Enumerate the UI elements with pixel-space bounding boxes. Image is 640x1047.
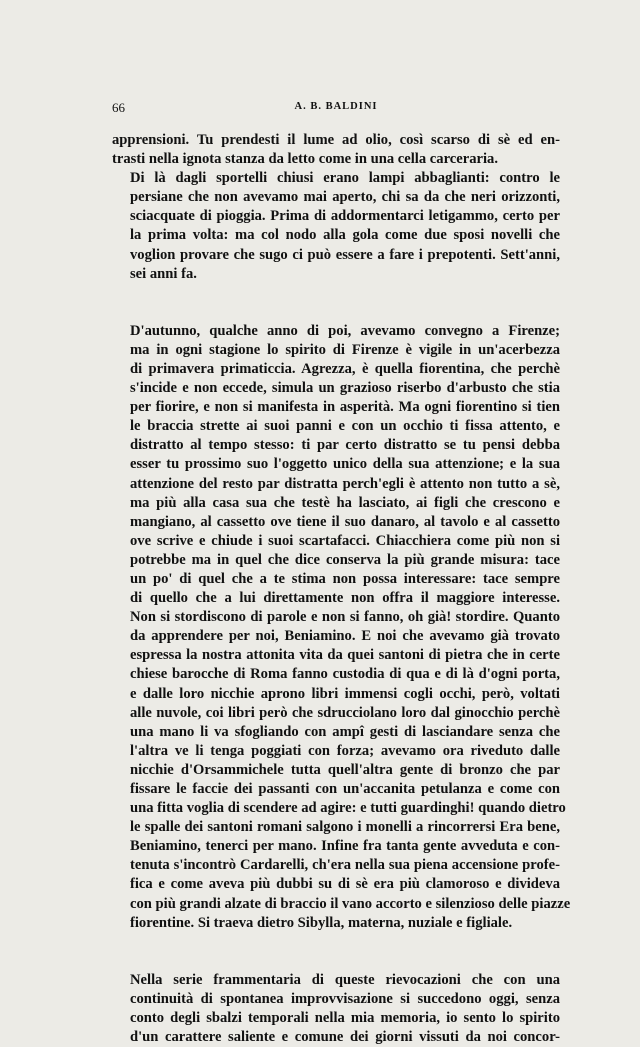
text-line: potrebbe ma in quel che dice conserva la più grande misura: tace xyxy=(130,551,560,568)
text-line: voglion provare che sugo ci può essere a fare i prepotenti. Sett'anni, xyxy=(130,246,560,263)
text-line: una fitta voglia di scendere ad agire: e tutti guardinghi! quando dietro xyxy=(130,800,566,817)
text-line: s'incide e non eccede, simula un grazioso riserbo d'arbusto che stia xyxy=(130,380,560,397)
text-line: Non si stordiscono di parole e non si fanno, oh già! stordire. Quanto xyxy=(130,609,560,626)
text-line: la prima volta: ma col nodo alla gola come due sposi novelli che xyxy=(130,227,560,244)
paragraph-2 xyxy=(112,169,560,284)
text-line: espressa la nostra attonita vita da quei santoni di pietra che in certe xyxy=(130,647,560,664)
text-line: persiane che non avevamo mai aperto, chi sa da che neri orizzonti, xyxy=(130,189,560,206)
text-line: di primavera primaticcia. Agrezza, è quella fiorentina, che perchè xyxy=(130,360,560,377)
text-line: fissare le faccie dei passanti con un'accanita petulanza e come con xyxy=(130,781,560,797)
running-head: A. B. BALDINI xyxy=(294,101,378,112)
text-line: ove scrive e chiude i suoi scartafacci. Chiacchiera come più non si xyxy=(130,532,560,549)
text-line: Nella serie frammentaria di queste rievocazioni che con una xyxy=(130,971,560,988)
text-line: D'autunno, qualche anno di poi, avevamo convegno a Firenze; xyxy=(130,322,560,339)
text-line: fiorentine. Si traeva dietro Sibylla, materna, nuziale e figliale. xyxy=(130,914,513,931)
paragraph-4 xyxy=(112,971,560,1047)
text-line: sciacquate di pioggia. Prima di addormentarci letigammo, certo per xyxy=(130,208,560,225)
text-line: Beniamino, tenerci per mano. Infine fra tanta gente avveduta e con- xyxy=(130,838,560,855)
text-line: trasti nella ignota stanza da letto come in una cella carceraria. xyxy=(112,151,498,168)
text-line: le spalle dei santoni romani salgono i monelli a rincorrersi Era bene, xyxy=(130,819,560,836)
text-line: d'un carattere saliente e comune dei giorni vissuti da noi concor- xyxy=(130,1029,560,1046)
text-line: mangiano, al cassetto ove tiene il suo danaro, al tavolo e al cassetto xyxy=(130,513,560,530)
page-number: 66 xyxy=(112,100,125,115)
body-text xyxy=(112,131,571,1047)
text-line: l'altra ve li tenga poggiati con forza; avevamo ora riveduto dalle xyxy=(130,742,560,759)
page-header xyxy=(112,100,560,116)
text-line: tenuta s'incontrò Cardarelli, ch'era nella sua piena accensione profe- xyxy=(130,857,560,874)
text-line: nicchie d'Orsammichele tutta quell'altra gente di bronzo che par xyxy=(130,761,560,778)
text-line: sei anni fa. xyxy=(130,265,197,282)
text-line: le braccia strette ai suoi panni e con un occhio ti fissa attento, e xyxy=(130,418,560,435)
text-line: un po' di quel che a te stima non possa interessare: tace sempre xyxy=(130,570,560,587)
text-line: fica e come aveva più dubbi su di sè era più clamoroso e divideva xyxy=(130,876,560,893)
paragraph-3 xyxy=(112,322,571,933)
text-line: conto degli sbalzi temporali nella mia memoria, io sento lo spirito xyxy=(130,1009,560,1026)
text-line: alle nuvole, coi libri però che sdrucciolano loro dal ginocchio perchè xyxy=(130,704,560,721)
text-line: continuità di spontanea improvvisazione si succedono oggi, senza xyxy=(130,990,560,1007)
text-line: da apprendere per noi, Beniamino. E noi che avevamo già trovato xyxy=(130,628,560,645)
text-line: e dalle loro nicchie aprono libri immensi cogli occhi, però, voltati xyxy=(130,685,560,702)
text-line: con più grandi alzate di braccio il vano accorto e silenzioso delle piazze xyxy=(130,895,571,912)
text-line: ma più alla casa sua che testè ha lasciato, ai figli che crescono e xyxy=(130,494,560,511)
text-line: apprensioni. Tu prendesti il lume ad olio, così scarso di sè ed en- xyxy=(112,132,560,148)
text-line: distratto al tempo stesso: ti par certo distratto se tu pensi debba xyxy=(130,437,560,454)
text-line: una mano li va sfogliando con ampî gesti di lasciandare senza che xyxy=(130,723,560,740)
text-line: per fiorire, e non si manifesta in asperità. Ma ogni fiorentino si tien xyxy=(130,399,560,416)
text-line: attenzione del resto par distratta perch'egli è attento non tutto a sè, xyxy=(130,475,560,492)
text-line: chiese barocche di Roma fanno custodia di qua e di là d'ogni porta, xyxy=(130,666,560,683)
text-line: esser tu prossimo suo l'oggetto unico della sua attenzione; e la sua xyxy=(130,456,560,473)
text-line: ma in ogni stagione lo spirito di Firenze è vigile in un'acerbezza xyxy=(130,341,560,358)
text-line: Di là dagli sportelli chiusi erano lampi abbaglianti: contro le xyxy=(130,170,560,187)
text-line: di quello che a lui direttamente non offra il maggiore interesse. xyxy=(130,590,560,607)
paragraph-1 xyxy=(112,131,560,169)
